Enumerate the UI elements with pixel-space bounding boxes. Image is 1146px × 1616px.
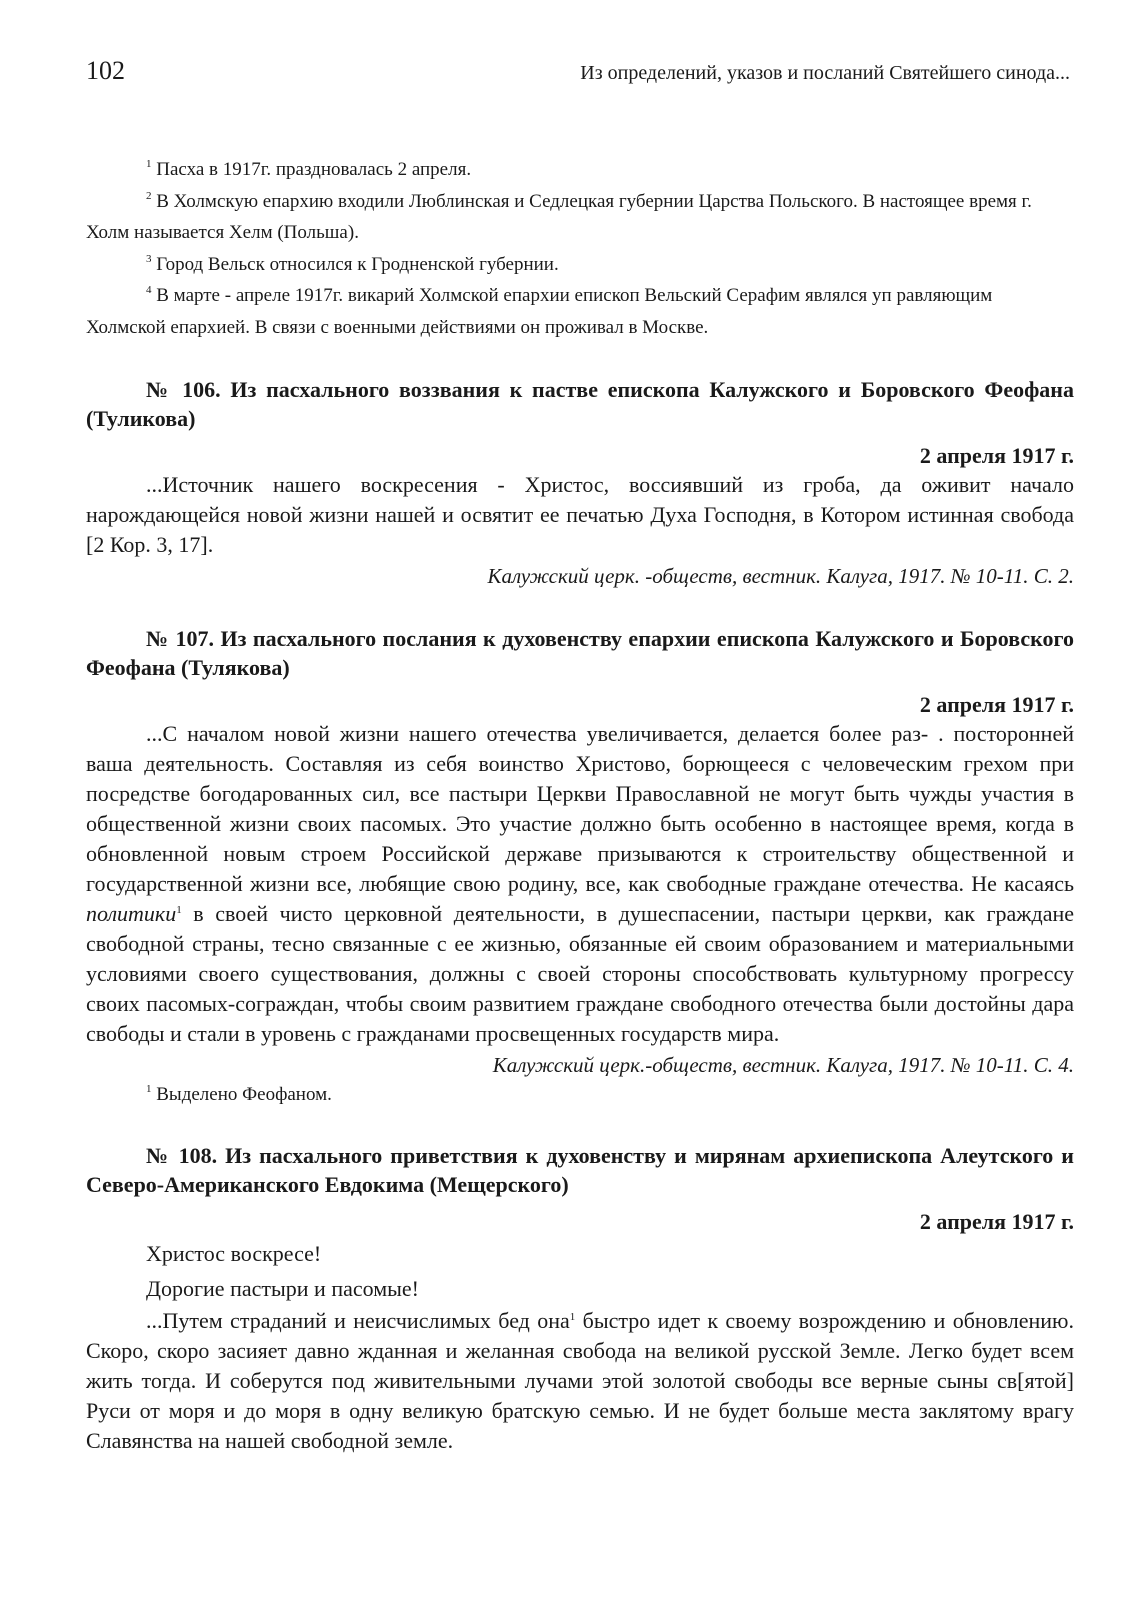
emphasized-word: политики [86, 901, 177, 926]
page [86, 56, 1074, 1456]
body-text: в своей чисто церковной деятельности, в душеспасении, пастыри церкви, как граждане свободной страны, тесно связанные с ее жизнью, обязанные ей своим образованием и материальными условиями своего существования, должны с своей стороны способствовать культурному прогрессу своих пасомых-сограждан, чтобы своим развитием граждане свободного отечества были достойны дара свободы и стали в уровень с гражданами просвещенных государств мира. [86, 901, 1074, 1046]
document-body [86, 1306, 1074, 1456]
footnote-mark: 1 [146, 158, 152, 170]
footnotes [86, 154, 1074, 343]
footnote-text: В Холмскую епархию входили Люблинская и Седлецкая губернии Царства Польского. В настоящее время г. Холм называется Хелм (Польша). [86, 190, 1032, 243]
document-108 [86, 1141, 1074, 1456]
document-source: Калужский церк.-обществ, вестник. Калуга, 1917. № 10-11. С. 4. [492, 1053, 1074, 1077]
footnote-mark: 3 [146, 252, 152, 265]
footnote-text: Выделено Феофаном. [156, 1084, 332, 1105]
document-body [86, 719, 1074, 1049]
footnote-text: В марте - апреле 1917г. викарий Холмской епархии епископ Вельский Серафим являлся уп равляющим Холмской епархией. В связи с военными действиями он проживал в Москве. [86, 285, 993, 338]
running-title: Из определений, указов и посланий Святейшего синода... [580, 62, 1070, 84]
document-title: № 106. Из пасхального воззвания к пастве епископа Калужского и Боровского Феофана (Туликова) [86, 377, 1074, 431]
document-source: Калужский церк. -обществ, вестник. Калуга, 1917. № 10-11. С. 2. [487, 564, 1074, 588]
greeting: Христос воскресе! [146, 1241, 322, 1266]
document-date: 2 апреля 1917 г. [919, 1209, 1074, 1234]
footnote-mark: 2 [146, 189, 152, 202]
body-text: быстро идет к своему возрождению и обновлению. Скоро, скоро засияет давно жданная и желанная свобода на великой русской Земле. Легко будет всем жить тогда. И соберутся под живительными лучами этой золотой свободы все верные сыны св[ятой] Руси от моря и до моря в одну великую братскую семью. И не будет больше места заклятому врагу Славянства на нашей свободной земле. [86, 1308, 1074, 1453]
footnote-mark: 1 [569, 1311, 576, 1323]
footnote [86, 249, 1074, 281]
footnote [86, 154, 1074, 186]
page-header [86, 56, 1074, 90]
document-107 [86, 624, 1074, 1109]
footnote-mark: 1 [176, 904, 182, 916]
document-title: № 107. Из пасхального послания к духовенству епархии епископа Калужского и Боровского Феофана (Тулякова) [86, 626, 1074, 680]
footnote-text: Пасха в 1917г. праздновалась 2 апреля. [156, 159, 472, 180]
document-date: 2 апреля 1917 г. [919, 692, 1074, 717]
body-text: ...С началом новой жизни нашего отечества увеличивается, делается более раз- . посторонней ваша деятельность. Составляя из себя воинство Христово, борющееся с человеческим грехом при посредстве богодарованных сил, все пастыри Церкви Православной не могут быть чужды участия в общественной жизни своих пасомых. Это участие должно быть особенно в настоящее время, когда в обновленной новым строем Российской державе призываются к строительству общественной и государственной жизни все, любящие свою родину, все, как свободные граждане отечества. Не касаясь [86, 721, 1074, 896]
greeting: Дорогие пастыри и пасомые! [146, 1276, 419, 1301]
footnote [86, 186, 1074, 249]
footnote-mark: 4 [146, 284, 152, 296]
footnote [86, 1081, 1074, 1109]
footnote [86, 280, 1074, 343]
footnote-mark: 1 [146, 1083, 152, 1095]
document-body: ...Источник нашего воскресения - Христос, воссиявший из гроба, да оживит начало нарождающейся новой жизни нашей и освятит ее печатью Духа Господня, в Котором истинная свобода [2 Кор. 3, 17]. [86, 472, 1074, 557]
page-number: 102 [86, 56, 125, 85]
body-text: ...Путем страданий и неисчислимых бед она [146, 1308, 570, 1333]
document-title: № 108. Из пасхального приветствия к духовенству и мирянам архиепископа Алеутского и Северо-Американского Евдокима (Мещерского) [86, 1143, 1074, 1197]
document-106 [86, 375, 1074, 592]
document-date: 2 апреля 1917 г. [919, 443, 1074, 468]
footnote-text: Город Вельск относился к Гродненской губернии. [156, 253, 559, 275]
